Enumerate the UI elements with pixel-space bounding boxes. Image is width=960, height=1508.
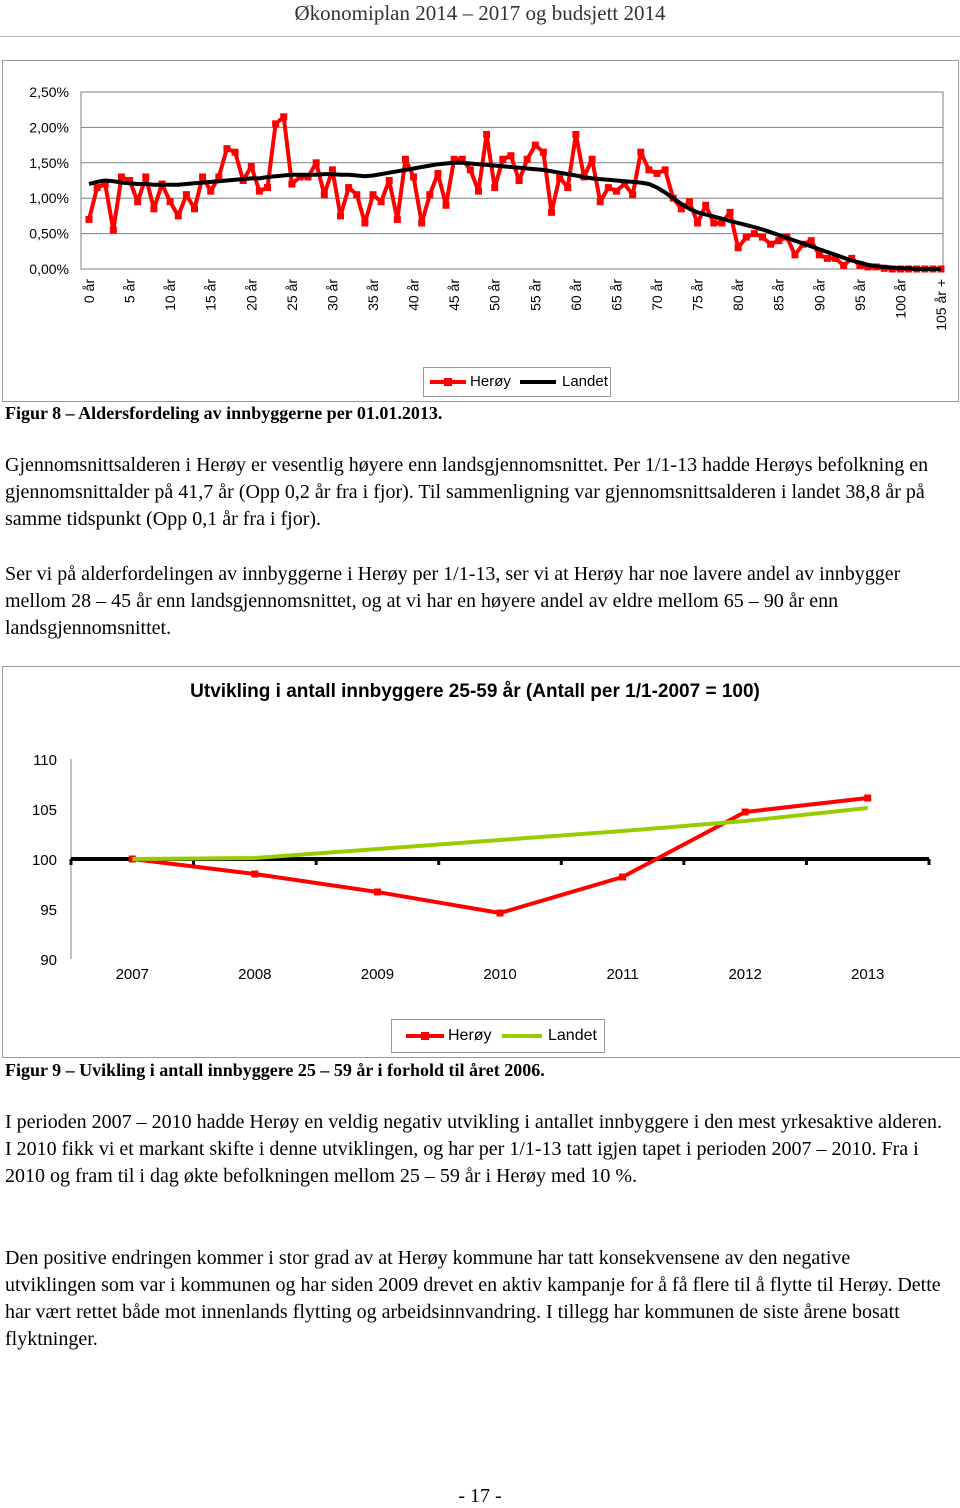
heroy-data-point [727, 209, 734, 216]
heroy-data-point [475, 188, 482, 195]
landet-legend-label: Landet [548, 1027, 597, 1044]
heroy-data-point [167, 198, 174, 205]
age-x-tick-label: 100 år [892, 279, 909, 319]
heroy-data-point [232, 149, 239, 156]
heroy-data-point [767, 241, 774, 248]
age-x-tick-label: 45 år [446, 279, 463, 311]
heroy-data-point [321, 191, 328, 198]
age-x-tick-label: 10 år [162, 279, 179, 311]
population-y-tick-label: 100 [31, 852, 57, 869]
heroy-legend-marker [444, 378, 452, 386]
heroy-data-point [134, 198, 141, 205]
paragraph-average-age-s2: Per 1/1-13 hadde Herøys befolkning en gjennomsnittalder på 41,7 år (Opp 0,2 år fra i fjor). [5, 454, 929, 503]
age-y-tick-label: 1,50% [29, 154, 69, 171]
figure-9-caption: Figur 9 – Uvikling i antall innbyggere 25 – 59 år i forhold til året 2006. [5, 1060, 545, 1080]
age-y-tick-label: 0,50% [29, 225, 69, 242]
age-x-tick-label: 0 år [81, 279, 97, 304]
population-x-tick-label: 2013 [851, 966, 885, 983]
heroy-data-point [735, 244, 742, 251]
heroy-data-point [223, 145, 230, 152]
heroy-data-point [86, 216, 93, 223]
heroy-data-point [378, 198, 385, 205]
heroy-data-point [702, 202, 709, 209]
heroy-data-point [532, 142, 539, 149]
heroy-data-point [426, 191, 433, 198]
heroy-data-point [207, 188, 214, 195]
population-x-tick-label: 2008 [238, 966, 272, 983]
heroy-data-point [564, 184, 571, 191]
paragraph-development-s1: I perioden 2007 – 2010 hadde Herøy en veldig negativ utvikling i antallet innbyggere i den mest yrkesaktive alderen. [5, 1111, 942, 1133]
paragraph-average-age-s1: Gjennomsnittsalderen i Herøy er vesentlig høyere enn landsgjennomsnittet. [5, 454, 609, 476]
heroy-data-point [619, 874, 626, 881]
age-y-tick-label: 0,00% [29, 261, 69, 277]
paragraph-development-s2: I 2010 fikk vi et markant skifte i denne utviklingen, og har per 1/1-13 tatt igjen tapet i perioden 2007 – 2010. [5, 1138, 877, 1160]
heroy-data-point [742, 809, 749, 816]
heroy-data-point [629, 191, 636, 198]
heroy-data-point [775, 237, 782, 244]
heroy-data-point [605, 184, 612, 191]
age-distribution-chart-frame [2, 60, 959, 402]
age-x-tick-label: 35 år [365, 279, 381, 311]
heroy-data-point [272, 120, 279, 127]
heroy-data-point [256, 188, 263, 195]
document-title: Økonomiplan 2014 – 2017 og budsjett 2014 [294, 1, 666, 25]
population-y-tick-label: 105 [31, 802, 57, 819]
paragraph-age-distribution: Ser vi på alderfordelingen av innbyggerne i Herøy per 1/1-13, ser vi at Herøy har noe lavere andel av innbygger mellom 28 – 45 år enn landsgjennomsnittet, og at vi har en høyere andel av eldre mellom 65 – 90 år enn landsgjennomsnittet. [5, 563, 901, 639]
heroy-data-point [540, 149, 547, 156]
age-x-tick-label: 80 år [730, 279, 747, 311]
age-x-tick-label: 25 år [283, 279, 300, 311]
age-y-tick-label: 2,00% [29, 119, 69, 136]
heroy-data-point [361, 219, 368, 226]
heroy-data-point [507, 152, 514, 159]
landet-series-line [132, 808, 867, 859]
heroy-data-point [175, 212, 182, 219]
heroy-data-point [864, 795, 871, 802]
heroy-data-point [402, 156, 409, 163]
heroy-data-point [637, 149, 644, 156]
population-x-tick-label: 2011 [606, 966, 639, 983]
heroy-data-point [759, 234, 766, 241]
population-25-59-chart [3, 667, 960, 1057]
heroy-data-point [491, 184, 498, 191]
population-chart-legend [391, 1019, 605, 1053]
heroy-data-point [751, 230, 758, 237]
heroy-data-point [497, 910, 504, 917]
heroy-data-point [483, 131, 490, 138]
population-chart-title: Utvikling i antall innbyggere 25-59 år (Antall per 1/1-2007 = 100) [190, 681, 760, 702]
heroy-data-point [288, 181, 295, 188]
age-x-tick-label: 90 år [811, 279, 828, 311]
heroy-data-point [251, 871, 258, 878]
heroy-data-point [548, 209, 555, 216]
age-x-tick-label: 60 år [567, 279, 584, 311]
heroy-data-point [110, 227, 117, 234]
heroy-legend-label: Herøy [470, 373, 511, 390]
heroy-data-point [345, 184, 352, 191]
heroy-data-point [499, 156, 506, 163]
heroy-data-point [654, 170, 661, 177]
age-x-tick-label: 105 år + [933, 279, 949, 331]
heroy-data-point [824, 255, 831, 262]
paragraph-campaign [5, 1245, 945, 1353]
heroy-data-point [248, 163, 255, 170]
age-x-tick-label: 55 år [527, 279, 544, 311]
age-y-tick-label: 1,00% [29, 190, 69, 207]
age-x-tick-label: 50 år [486, 279, 503, 311]
age-x-tick-label: 65 år [608, 279, 625, 311]
heroy-data-point [443, 202, 450, 209]
paragraph-development-s3: Fra i 2010 og fram til i dag økte befolkningen mellom 25 – 59 år i Herøy med 10 %. [5, 1138, 919, 1187]
heroy-data-point [710, 219, 717, 226]
heroy-data-point [410, 173, 417, 180]
population-x-tick-label: 2009 [360, 966, 395, 983]
heroy-data-point [686, 198, 693, 205]
age-y-tick-label: 2,50% [29, 84, 69, 100]
heroy-data-point [94, 184, 101, 191]
heroy-data-point [434, 170, 441, 177]
heroy-data-point [199, 173, 206, 180]
heroy-legend-marker [421, 1032, 429, 1040]
heroy-data-point [589, 156, 596, 163]
paragraph-campaign-s2: Dette har vært rettet både mot innenlands flytting og arbeidsinnvandring. [5, 1274, 941, 1323]
heroy-data-point [613, 188, 620, 195]
heroy-data-point [694, 219, 701, 226]
figure-8-caption: Figur 8 – Aldersfordeling av innbyggerne per 01.01.2013. [5, 403, 443, 423]
heroy-data-point [516, 177, 523, 184]
heroy-data-point [418, 219, 425, 226]
heroy-data-point [645, 166, 652, 173]
population-25-59-chart-frame [2, 666, 960, 1058]
heroy-data-point [183, 191, 190, 198]
heroy-data-point [118, 173, 125, 180]
paragraph-campaign-s1: Den positive endringen kommer i stor grad av at Herøy kommune har tatt konsekvensene av den negative utviklingen som var i kommunen og har siden 2009 drevet en aktiv kampanje for å få flere til å flytte til Herøy. [5, 1247, 893, 1296]
page-number: - 17 - [458, 1485, 502, 1507]
heroy-data-point [743, 234, 750, 241]
heroy-data-point [264, 184, 271, 191]
age-x-tick-label: 70 år [649, 279, 665, 311]
heroy-data-point [394, 216, 401, 223]
population-x-tick-label: 2010 [483, 966, 517, 983]
age-chart-legend [423, 367, 611, 397]
population-y-tick-label: 90 [40, 952, 57, 969]
population-x-tick-label: 2007 [115, 966, 149, 983]
age-x-tick-label: 95 år [851, 279, 868, 311]
page-header [0, 0, 960, 37]
age-x-tick-label: 40 år [405, 279, 422, 311]
heroy-data-point [191, 205, 198, 212]
age-x-tick-label: 30 år [324, 279, 341, 311]
heroy-legend-label: Herøy [448, 1027, 492, 1044]
paragraph-average-age-s3: Til sammenligning var gjennomsnittsalderen i landet 38,8 år på samme tidspunkt (Opp 0,1 år fra i fjor). [5, 481, 925, 530]
heroy-data-point [337, 212, 344, 219]
heroy-data-point [353, 191, 360, 198]
heroy-data-point [374, 889, 381, 896]
heroy-data-point [370, 191, 377, 198]
heroy-data-point [142, 173, 149, 180]
heroy-series-line [132, 798, 867, 913]
heroy-data-point [662, 166, 669, 173]
age-distribution-chart [3, 61, 958, 401]
heroy-data-point [524, 156, 531, 163]
population-y-tick-label: 95 [40, 902, 57, 919]
paragraph-average-age [5, 452, 945, 533]
age-x-tick-label: 15 år [202, 279, 219, 311]
landet-legend-label: Landet [562, 373, 608, 390]
age-x-tick-label: 5 år [121, 279, 138, 304]
heroy-data-point [150, 205, 157, 212]
paragraph-development [5, 1109, 945, 1190]
heroy-data-point [280, 113, 287, 120]
heroy-data-point [840, 262, 847, 269]
heroy-data-point [572, 131, 579, 138]
heroy-data-point [386, 177, 393, 184]
age-x-tick-label: 75 år [689, 279, 706, 311]
heroy-data-point [816, 251, 823, 258]
heroy-data-point [808, 237, 815, 244]
population-x-tick-label: 2012 [728, 966, 762, 983]
age-x-tick-label: 85 år [770, 279, 787, 311]
population-y-tick-label: 110 [33, 752, 57, 769]
heroy-data-point [791, 251, 798, 258]
heroy-data-point [597, 198, 604, 205]
heroy-data-point [313, 159, 320, 166]
age-x-tick-label: 20 år [243, 279, 260, 311]
paragraph-campaign-s3: I tillegg har kommunen de siste årene bosatt flyktninger. [5, 1301, 900, 1350]
heroy-data-point [467, 166, 474, 173]
